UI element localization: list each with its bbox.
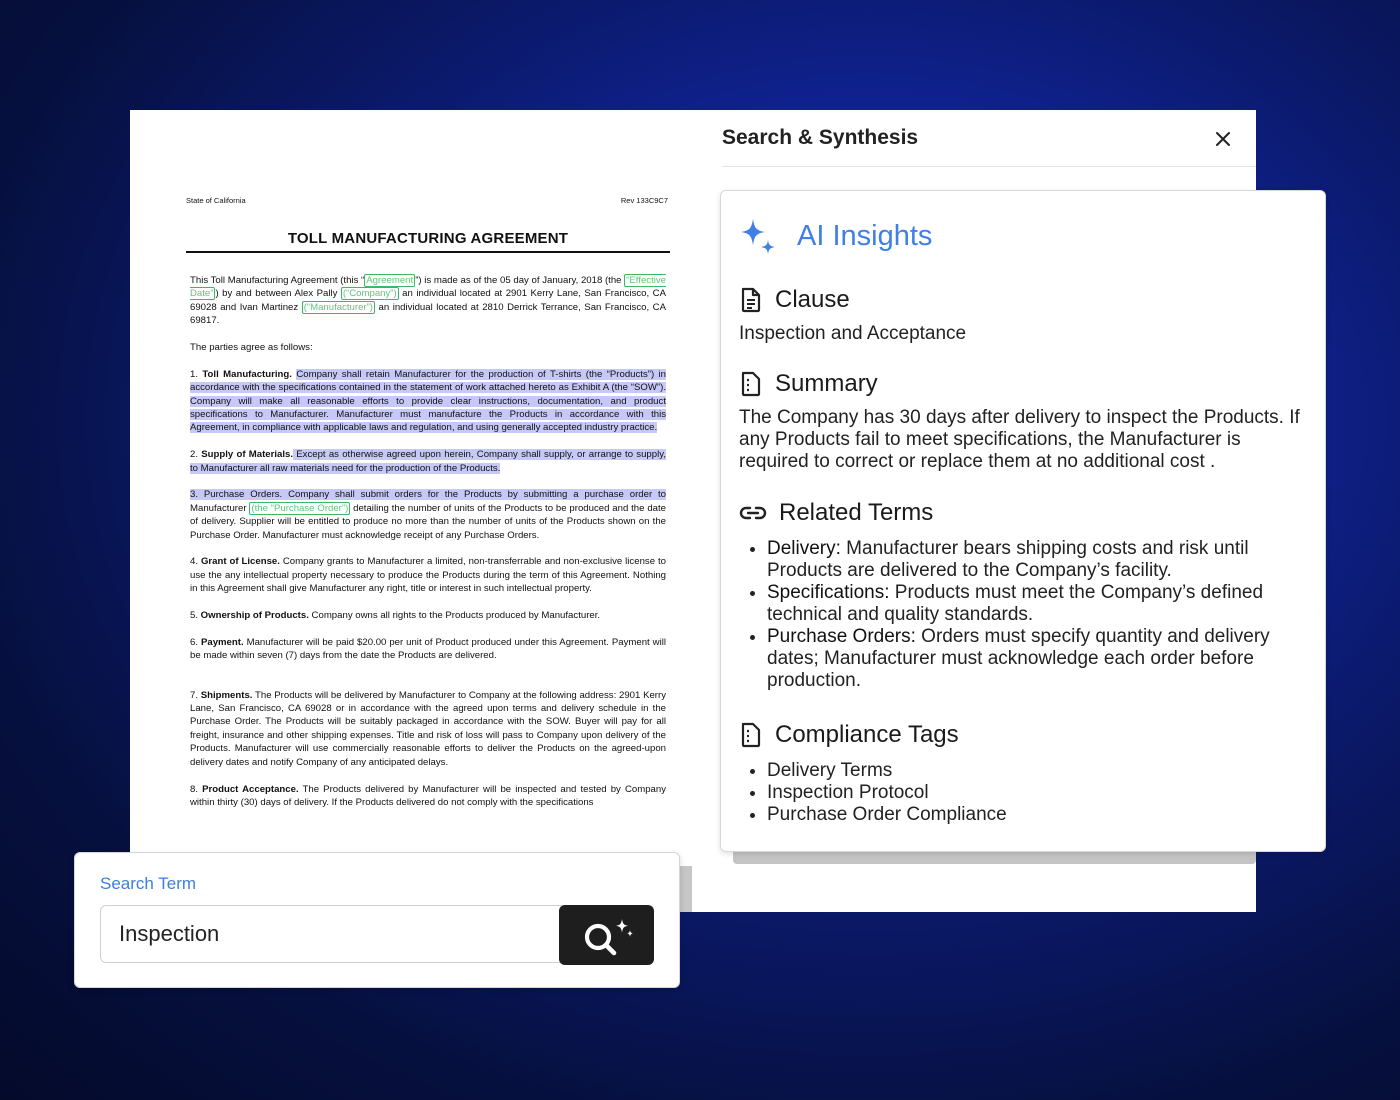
ai-insights-title: AI Insights (797, 219, 933, 252)
compliance-tags-section (739, 720, 1305, 826)
panel-header (722, 110, 1256, 167)
document-icon (739, 287, 763, 313)
document-state: State of California (186, 196, 246, 205)
p8-number: 8. (190, 783, 203, 795)
ai-insights-card (720, 190, 1326, 852)
related-terms-list (739, 538, 1305, 692)
paragraph-product-acceptance (190, 783, 666, 810)
related-term-desc: Manufacturer bears shipping costs and risk until Products are delivered to the Company’s facility. (767, 538, 1249, 581)
search-card (74, 852, 680, 988)
summary-text: The Company has 30 days after delivery to inspect the Products. If any Products fail to meet specifications, the Manufacturer is required to correct or replace them at no additional cost . (739, 407, 1300, 472)
p3-text-2: detailing the number of units of the Products to be produced and the date of delivery. Supplier will be entitled to produce no more than the number of units of the Products shown on the Purchase Order. Manufacturer must acknowledge receipt of any Purchase Orders. (190, 502, 667, 541)
document-page (186, 196, 670, 844)
link-icon (739, 500, 767, 526)
document-body (186, 274, 670, 809)
search-sparkle-icon (576, 913, 638, 957)
paragraph-payment (190, 636, 666, 663)
p8-text: The Products delivered by Manufacturer will be inspected and tested by Company within thirty (30) days of delivery. If the Products delivered do not comply with the specifications (190, 783, 667, 808)
related-term-label: Delivery: (767, 538, 841, 559)
compliance-tag-item: • Purchase Order Compliance (767, 804, 1305, 826)
clause-text: Inspection and Acceptance (739, 323, 967, 344)
compliance-tags-heading: Compliance Tags (775, 721, 959, 748)
summary-heading: Summary (775, 370, 878, 397)
compliance-tags-list (739, 760, 1305, 826)
p6-text: Manufacturer will be paid $20.00 per unit of Product produced under this Agreement. Payment will be made within seven (7) days from the date the Products are delivered. (190, 636, 666, 662)
ai-search-button[interactable] (559, 905, 654, 965)
intro-text-2: ”) is made as of the 05 day of January, 2018 (the (415, 275, 625, 286)
summary-section (739, 369, 1305, 473)
related-term-desc: Orders must specify quantity and delivery dates; Manufacturer must acknowledge each order before production. (767, 626, 1270, 691)
p3-text-1: Manufacturer (190, 502, 250, 514)
paragraph-purchase-orders (190, 488, 666, 542)
p1-number: 1. (190, 368, 203, 380)
ai-insights-header (737, 215, 932, 257)
paragraph-intro (190, 274, 666, 328)
related-terms-section (739, 498, 1305, 692)
clause-section (739, 285, 1305, 345)
intro-text-4: an individual located at 2901 Kerry Lane, San Francisco, CA 69028 and Ivan Martinez (190, 288, 666, 313)
sparkle-icon (737, 215, 779, 257)
search-term-label: Search Term (100, 874, 197, 893)
paragraph-toll-manufacturing (190, 368, 666, 435)
compliance-tag-item: • Inspection Protocol (767, 782, 1305, 804)
search-field (100, 905, 653, 963)
p7-heading: Shipments. (200, 689, 253, 701)
document-tag-icon (739, 722, 763, 748)
related-terms-heading: Related Terms (779, 499, 934, 526)
panel-title: Search & Synthesis (722, 126, 919, 149)
related-term-item (767, 626, 1305, 692)
paragraph-parties: The parties agree as follows: (190, 342, 313, 354)
p1-highlighted-text[interactable]: Company shall retain Manufacturer for the production of T-shirts (the “Products”) in accordance with the specifications contained in the statement of work attached hereto as Exhibit A (the “SOW”). Company will make all reasonable efforts to provide clear instructions, documentation, and product specifications to Manufacturer. Manufacturer must manufacture the Products in accordance with this Agreement, in compliance with applicable laws and regulation, and using generally accepted industry practice. (190, 368, 667, 434)
document-header-row (186, 196, 670, 205)
p5-number: 5. (190, 610, 201, 622)
intro-text-3: ) by and between Alex Pally (215, 288, 341, 300)
p2-highlighted-text[interactable]: Except as otherwise agreed upon herein, Company shall supply, or arrange to supply, to Manufacturer all raw materials need for the production of the Products. (190, 449, 666, 474)
close-button[interactable] (1212, 128, 1234, 150)
related-term-label: Specifications: (767, 582, 890, 603)
p4-text: Company grants to Manufacturer a limited, non-transferrable and non-exclusive license to use the any intellectual property necessary to produce the Products during the term of this Agreement. Nothing in this Agreement shall give Manufacturer any right, title or interest in such intellectual property. (190, 556, 666, 595)
paragraph-supply-materials (190, 448, 666, 475)
intro-text-5: an individual located at 2810 Derrick Terrance, San Francisco, CA 69817. (190, 301, 666, 327)
paragraph-ownership (190, 609, 666, 622)
p3-highlighted-lead[interactable]: 3. Purchase Orders. Company shall submit orders for the Products by submitting a purchase order to (190, 489, 666, 501)
p5-text: Company owns all rights to the Products produced by Manufacturer. (308, 610, 601, 622)
paragraph-shipments (190, 689, 666, 769)
related-term-item (767, 538, 1305, 582)
related-term-desc: Products must meet the Company’s defined technical and quality standards. (767, 582, 1264, 625)
related-term-item (767, 582, 1305, 626)
p4-heading: Grant of License. (200, 556, 280, 568)
p6-number: 6. (190, 636, 201, 648)
intro-text-1: This Toll Manufacturing Agreement (this “ (190, 275, 365, 286)
close-icon (1212, 128, 1234, 150)
p1-heading: Toll Manufacturing. (202, 368, 292, 380)
clause-heading: Clause (775, 286, 850, 313)
p2-number: 2. (190, 449, 202, 461)
p5-heading: Ownership of Products. (200, 610, 309, 622)
search-input[interactable] (101, 906, 561, 962)
p8-heading: Product Acceptance. (202, 783, 299, 795)
compliance-tag-item: • Delivery Terms (767, 760, 1305, 782)
tag-agreement[interactable]: Agreement (366, 275, 414, 286)
tag-company[interactable]: (“Company”) (342, 288, 397, 300)
list-document-icon (739, 371, 763, 397)
tag-manufacturer[interactable]: (“Manufacturer”) (303, 301, 373, 313)
tag-purchase-order[interactable]: (the “Purchase Order”) (251, 502, 349, 514)
p6-heading: Payment. (200, 636, 244, 648)
related-term-label: Purchase Orders: (767, 626, 916, 647)
p2-heading: Supply of Materials. (201, 449, 294, 461)
paragraph-grant-license (190, 555, 666, 595)
document-rev: Rev 133C9C7 (620, 196, 668, 205)
p7-number: 7. (190, 689, 201, 701)
p7-text: The Products will be delivered by Manufacturer to Company at the following address: 2901 Kerry Lane, San Francisco, CA 69028 or in accordance with the agreed upon terms and delivery schedule in the Purchase Order. The Products will be suitably packaged in accordance with the SOW. Buyer will pay for all freight, insurance and other shipping expenses. Title and risk of loss will pass to Company upon delivery of the Products. Manufacturer will use commercially reasonable efforts to deliver the Products on the agreed-upon delivery dates and notify Company of any anticipated delays. (190, 689, 666, 768)
tag-effective-date[interactable]: “Effective Date” (190, 275, 667, 300)
document-title: TOLL MANUFACTURING AGREEMENT (186, 230, 670, 253)
p4-number: 4. (190, 556, 201, 568)
